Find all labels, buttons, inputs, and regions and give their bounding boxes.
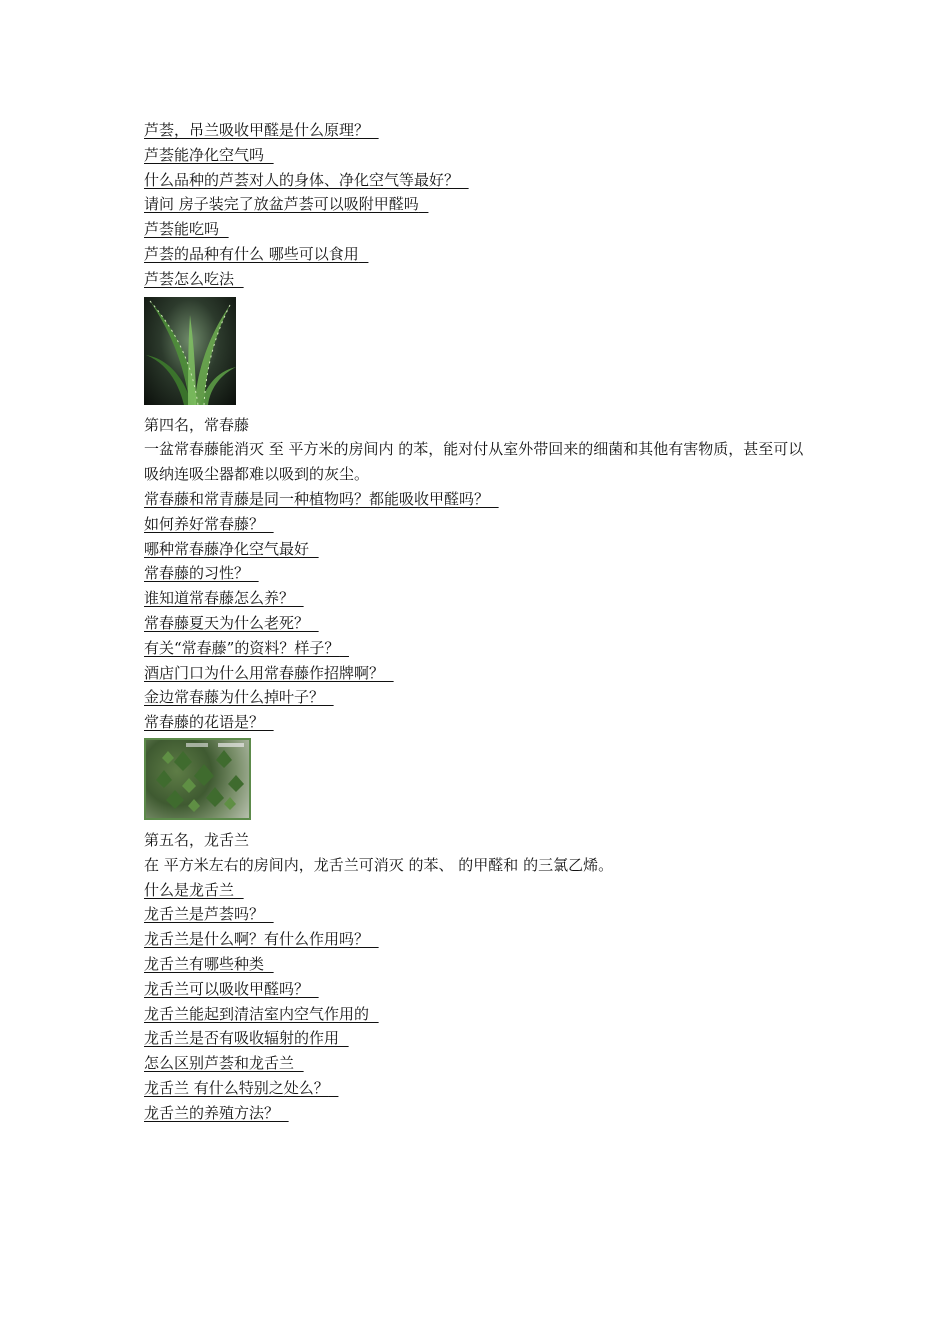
ivy-photo <box>144 738 251 820</box>
link-agave-8[interactable]: 怎么区别芦荟和龙舌兰 <box>144 1054 295 1073</box>
section4-links <box>144 487 824 735</box>
link-aloe-1[interactable]: 芦荟，吊兰吸收甲醛是什么原理？ <box>144 121 370 139</box>
link-ivy-4[interactable]: 常春藤的习性？ <box>144 564 250 583</box>
section5-paragraph: 在 平方米左右的房间内，龙舌兰可消灭 的苯、 的甲醛和 的三氯乙烯。 <box>144 855 614 874</box>
link-agave-7[interactable]: 龙舌兰是否有吸收辐射的作用 <box>144 1029 340 1048</box>
link-ivy-2[interactable]: 如何养好常春藤？ <box>144 514 265 533</box>
section4-paragraph: 一盆常春藤能消灭 至 平方米的房间内 的苯，能对付从室外带回来的细菌和其他有害物质，甚至可以吸纳连吸尘器都难以吸到的灰尘。 <box>144 440 804 484</box>
section5-links <box>144 878 824 1126</box>
section5-heading: 第五名，龙舌兰 <box>144 830 250 849</box>
ivy-leaves-illustration <box>146 740 249 818</box>
link-agave-1[interactable]: 什么是龙舌兰 <box>144 880 235 899</box>
link-aloe-2[interactable]: 芦荟能净化空气吗 <box>144 145 265 164</box>
aloe-links <box>144 118 824 292</box>
link-ivy-8[interactable]: 酒店门口为什么用常春藤作招牌啊？ <box>144 663 385 682</box>
link-aloe-4[interactable]: 请问 房子装完了放盆芦荟可以吸附甲醛吗 <box>144 195 419 214</box>
link-aloe-7[interactable]: 芦荟怎么吃法 <box>144 269 235 288</box>
link-agave-9[interactable]: 龙舌兰 有什么特别之处么？ <box>144 1078 329 1097</box>
link-aloe-6[interactable]: 芦荟的品种有什么 哪些可以食用 <box>144 244 359 263</box>
section4-heading: 第四名，常春藤 <box>144 415 250 434</box>
aloe-leaves-illustration <box>144 297 236 405</box>
link-ivy-10[interactable]: 常春藤的花语是？ <box>144 713 265 732</box>
document-page <box>144 118 824 1126</box>
link-agave-5[interactable]: 龙舌兰可以吸收甲醛吗？ <box>144 979 310 998</box>
link-ivy-7[interactable]: 有关“常春藤”的资料？样子？ <box>144 638 340 657</box>
link-ivy-6[interactable]: 常春藤夏天为什么老死？ <box>144 613 310 632</box>
link-ivy-3[interactable]: 哪种常春藤净化空气最好 <box>144 539 310 558</box>
aloe-photo <box>144 297 236 405</box>
link-ivy-5[interactable]: 谁知道常春藤怎么养？ <box>144 589 295 608</box>
link-agave-4[interactable]: 龙舌兰有哪些种类 <box>144 954 265 973</box>
link-aloe-3[interactable]: 什么品种的芦荟对人的身体、净化空气等最好？ <box>144 170 460 189</box>
link-ivy-9[interactable]: 金边常春藤为什么掉叶子？ <box>144 688 325 707</box>
link-ivy-1[interactable]: 常春藤和常青藤是同一种植物吗？都能吸收甲醛吗？ <box>144 489 490 508</box>
link-aloe-5[interactable]: 芦荟能吃吗 <box>144 220 220 239</box>
link-agave-3[interactable]: 龙舌兰是什么啊？有什么作用吗？ <box>144 930 370 949</box>
link-agave-2[interactable]: 龙舌兰是芦荟吗？ <box>144 905 265 924</box>
link-agave-6[interactable]: 龙舌兰能起到清洁室内空气作用的 <box>144 1004 370 1023</box>
link-agave-10[interactable]: 龙舌兰的养殖方法？ <box>144 1103 280 1122</box>
